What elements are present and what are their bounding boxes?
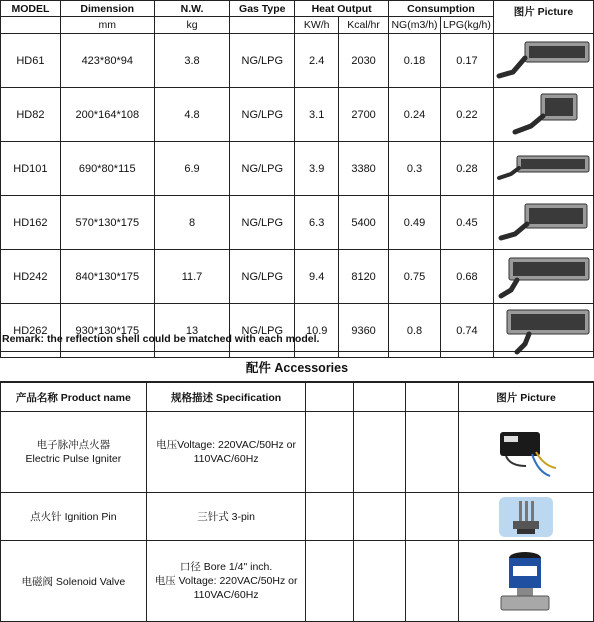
product-name-cn: 电子脉冲点火器 (36, 439, 111, 451)
cell-model: HD162 (1, 196, 61, 250)
cell-picture (493, 196, 593, 250)
header-blank (354, 383, 406, 412)
table-row (1, 142, 594, 196)
header-product-name: 产品名称 Product name (1, 383, 147, 412)
spec-line: 口径 Bore 1/4" inch. (179, 561, 273, 573)
header-weight: N.W. (154, 1, 230, 17)
blank-cell (406, 541, 459, 622)
unit-kcal: Kcal/hr (339, 17, 389, 34)
cell-lpg: 0.74 (440, 304, 493, 358)
blank-cell (306, 493, 354, 541)
header-consumption: Consumption (389, 1, 494, 17)
cell-gas: NG/LPG (230, 88, 295, 142)
cell-weight: 11.7 (154, 250, 230, 304)
product-name-en: Electric Pulse Igniter (25, 453, 122, 465)
spec-header-row (1, 1, 594, 17)
table-row (1, 196, 594, 250)
blank-cell (406, 412, 459, 493)
ignition-pin-icon (497, 495, 555, 539)
header-blank (406, 383, 459, 412)
cell-picture (493, 142, 593, 196)
header-specification: 规格描述 Specification (146, 383, 306, 412)
cell-dimension: 200*164*108 (60, 88, 154, 142)
cell-model: HD242 (1, 250, 61, 304)
unit-ng: NG(m3/h) (389, 17, 441, 34)
infrared-burner-icon (495, 90, 591, 140)
cell-lpg: 0.68 (440, 250, 493, 304)
blank-cell (306, 412, 354, 493)
cell-kcal: 9360 (339, 304, 389, 358)
cell-dimension: 930*130*175 (60, 304, 154, 358)
remark-text: Remark: the reflection shell could be matched with each model. (0, 324, 594, 352)
cell-weight: 13 (154, 304, 230, 358)
cell-lpg: 0.28 (440, 142, 493, 196)
cell-weight: 3.8 (154, 34, 230, 88)
header-picture (493, 1, 593, 34)
header-picture-label: 图片 Picture (513, 5, 574, 18)
picture-cell (459, 412, 594, 493)
cell-ng: 0.49 (389, 196, 441, 250)
cell-gas: NG/LPG (230, 304, 295, 358)
list-item (1, 412, 594, 493)
infrared-burner-icon (495, 36, 591, 86)
unit-blank (1, 17, 61, 34)
cell-lpg: 0.22 (440, 88, 493, 142)
header-dimension: Dimension (60, 1, 154, 17)
pulse-igniter-icon (486, 422, 566, 482)
infrared-burner-icon (495, 252, 591, 302)
blank-cell (354, 412, 406, 493)
header-gas-type: Gas Type (230, 1, 295, 17)
blank-cell (306, 541, 354, 622)
cell-dimension: 570*130*175 (60, 196, 154, 250)
unit-weight: kg (154, 17, 230, 34)
spec-line: 110VAC/60Hz (193, 589, 259, 601)
table-row (1, 250, 594, 304)
cell-ng: 0.8 (389, 304, 441, 358)
list-item (1, 493, 594, 541)
cell-kwh: 10.9 (295, 304, 339, 358)
picture-cell (459, 493, 594, 541)
cell-dimension: 423*80*94 (60, 34, 154, 88)
product-name-cell: 电磁阀 Solenoid Valve (1, 541, 147, 622)
cell-picture (493, 88, 593, 142)
cell-dimension: 690*80*115 (60, 142, 154, 196)
solenoid-valve-icon (491, 548, 561, 614)
table-row (1, 88, 594, 142)
accessories-table (0, 382, 594, 622)
table-row (1, 34, 594, 88)
cell-kcal: 5400 (339, 196, 389, 250)
cell-kwh: 3.9 (295, 142, 339, 196)
unit-dimension: mm (60, 17, 154, 34)
cell-lpg: 0.17 (440, 34, 493, 88)
cell-ng: 0.75 (389, 250, 441, 304)
cell-picture (493, 250, 593, 304)
cell-model: HD262 (1, 304, 61, 358)
cell-lpg: 0.45 (440, 196, 493, 250)
infrared-burner-icon (495, 198, 591, 248)
cell-picture (493, 34, 593, 88)
unit-blank-gas (230, 17, 295, 34)
cell-weight: 4.8 (154, 88, 230, 142)
header-picture: 图片 Picture (459, 383, 594, 412)
spec-line: 电压Voltage: 220VAC/50Hz or (156, 439, 297, 451)
header-model: MODEL (1, 1, 61, 17)
header-heat-output: Heat Output (295, 1, 389, 17)
cell-kwh: 3.1 (295, 88, 339, 142)
cell-gas: NG/LPG (230, 196, 295, 250)
cell-model: HD82 (1, 88, 61, 142)
accessories-title: 配件 Accessories (0, 352, 594, 382)
cell-ng: 0.3 (389, 142, 441, 196)
cell-kcal: 3380 (339, 142, 389, 196)
blank-cell (354, 493, 406, 541)
cell-gas: NG/LPG (230, 142, 295, 196)
cell-kwh: 9.4 (295, 250, 339, 304)
cell-ng: 0.18 (389, 34, 441, 88)
cell-kcal: 8120 (339, 250, 389, 304)
cell-kcal: 2030 (339, 34, 389, 88)
blank-cell (354, 541, 406, 622)
unit-lpg: LPG(kg/h) (440, 17, 493, 34)
picture-cell (459, 541, 594, 622)
cell-kcal: 2700 (339, 88, 389, 142)
cell-kwh: 2.4 (295, 34, 339, 88)
unit-kwh: KW/h (295, 17, 339, 34)
header-blank (306, 383, 354, 412)
blank-cell (406, 493, 459, 541)
cell-model: HD101 (1, 142, 61, 196)
spec-line: 电压 Voltage: 220VAC/50Hz or (154, 575, 298, 587)
specification-cell (146, 412, 306, 493)
list-item (1, 541, 594, 622)
product-name-cell (1, 412, 147, 493)
infrared-burner-icon (495, 144, 591, 194)
specification-cell: 三针式 3-pin (146, 493, 306, 541)
specification-cell (146, 541, 306, 622)
cell-model: HD61 (1, 34, 61, 88)
cell-dimension: 840*130*175 (60, 250, 154, 304)
accessories-header-row (1, 383, 594, 412)
cell-weight: 6.9 (154, 142, 230, 196)
cell-kwh: 6.3 (295, 196, 339, 250)
spec-line: 110VAC/60Hz (193, 453, 259, 465)
cell-gas: NG/LPG (230, 250, 295, 304)
cell-gas: NG/LPG (230, 34, 295, 88)
cell-weight: 8 (154, 196, 230, 250)
cell-ng: 0.24 (389, 88, 441, 142)
product-name-cell: 点火针 Ignition Pin (1, 493, 147, 541)
